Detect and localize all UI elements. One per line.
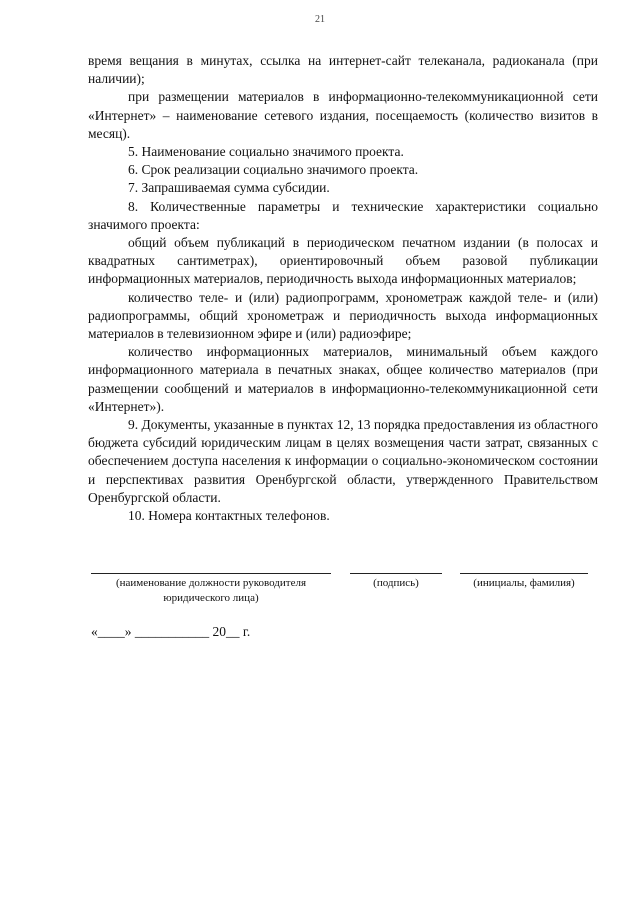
paragraph-info-materials: количество информационных материалов, минимальный объем каждого информационного материала в печатных знаках, общее количество материалов (при размещении сообщений и материалов в информационно-телекоммуникационной сети «Интернет»). <box>88 344 598 414</box>
date-line: «____» ___________ 20__ г. <box>91 624 251 639</box>
signature-line <box>350 573 442 574</box>
signature-label: (подпись) <box>373 577 419 589</box>
paragraph-print-volume: общий объем публикаций в периодическом печатном издании (в полосах и квадратных сантиметрах), ориентировочный объем разовой публикации информационных материалов, периодичность выхода информационных материалов; <box>88 235 598 287</box>
name-signature-line <box>460 573 588 574</box>
position-label: (наименование должности руководителя юридического лица) <box>115 577 307 604</box>
item-9-documents: 9. Документы, указанные в пунктах 12, 13 порядка предоставления из областного бюджета субсидий юридическим лицам в целях возмещения части затрат, связанных с обеспечением доступа населения к информации о социально-экономическом состоянии и перспективах развития Оренбургской области, утвержденного Правительством Оренбургской области. <box>88 417 598 505</box>
item-10-phone-numbers: 10. Номера контактных телефонов. <box>128 508 330 524</box>
document-body <box>88 52 598 525</box>
paragraph-broadcast-time: время вещания в минутах, ссылка на интернет-сайт телеканала, радиоканала (при наличии); <box>88 53 598 87</box>
item-6-project-term: 6. Срок реализации социально значимого проекта. <box>128 162 419 178</box>
position-signature-line <box>91 573 331 574</box>
name-label: (инициалы, фамилия) <box>473 577 575 589</box>
item-7-subsidy-amount: 7. Запрашиваемая сумма субсидии. <box>128 180 330 196</box>
item-8-parameters: 8. Количественные параметры и технические характеристики социально значимого проекта: <box>88 198 598 232</box>
item-5-project-name: 5. Наименование социально значимого проекта. <box>128 144 404 160</box>
paragraph-internet-placement: при размещении материалов в информационно-телекоммуникационной сети «Интернет» – наименование сетевого издания, посещаемость (количество визитов в месяц). <box>88 89 598 141</box>
paragraph-tv-radio: количество теле- и (или) радиопрограмм, хронометраж каждой теле- и (или) радиопрограммы, общий хронометраж и периодичность выхода информационных материалов в телевизионном эфире и (или) радиоэфире; <box>88 289 598 342</box>
page-number: 21 <box>315 14 325 25</box>
